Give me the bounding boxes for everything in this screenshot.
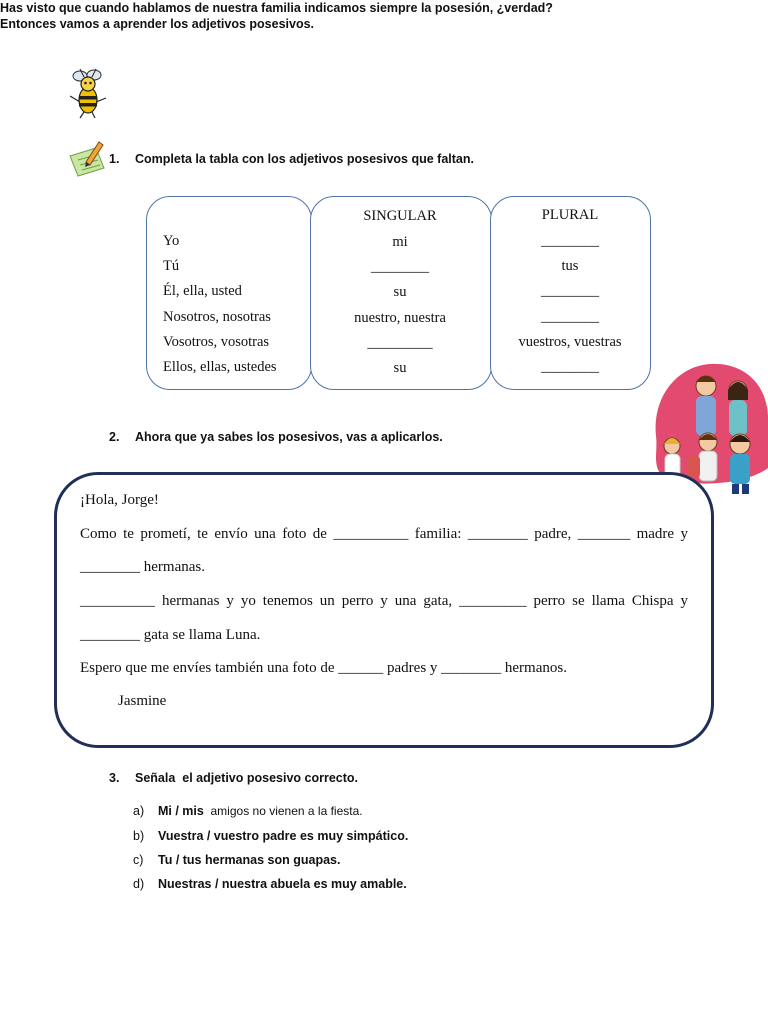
letter-line-5: Espero que me envíes también una foto de ______ padres y ________ hermanos. (80, 660, 567, 676)
plural-cell: ________ (541, 233, 599, 249)
singular-cell: mi (392, 234, 408, 250)
intro-text (0, 0, 600, 32)
letter-line-4: ________ gata se llama Luna. (80, 627, 261, 643)
plural-cell: vuestros, vuestras (518, 333, 622, 350)
letter-greeting: ¡Hola, Jorge! (80, 492, 159, 508)
exercise-3-number: 3. (109, 771, 120, 785)
intro-line-2: Entonces vamos a aprender los adjetivos posesivos. (0, 17, 315, 31)
singular-cell: su (393, 359, 407, 376)
option-a (133, 804, 363, 818)
bee-icon (64, 66, 110, 120)
option-choice[interactable]: Mi / mis (158, 804, 204, 818)
plural-cell: ________ (541, 283, 599, 300)
option-label: d) (133, 877, 145, 891)
plural-column (491, 229, 649, 380)
option-c (133, 853, 340, 867)
pronoun-cell: Él, ella, usted (163, 283, 242, 300)
exercise-2-number: 2. (109, 430, 120, 444)
exercise-1-instruction: Completa la tabla con los adjetivos posesivos que faltan. (135, 152, 474, 166)
exercise-1-number: 1. (109, 152, 120, 166)
option-choice[interactable]: Vuestra / vuestro (158, 829, 259, 843)
option-rest: amigos no vienen a la fiesta. (203, 804, 363, 818)
pronoun-cell: Ellos, ellas, ustedes (163, 358, 277, 375)
plural-cell: ________ (541, 358, 599, 375)
option-label: a) (133, 804, 145, 818)
letter-signature: Jasmine (118, 693, 167, 709)
option-b (133, 829, 408, 843)
plural-cell: ________ (541, 308, 599, 325)
pronoun-cell: Tú (163, 258, 180, 275)
plural-header: PLURAL (541, 207, 599, 223)
letter-line-2: ________ hermanas. (80, 559, 205, 575)
exercise-2-heading (109, 430, 443, 444)
pronoun-column (163, 229, 308, 380)
pencil-paper-icon (66, 138, 108, 180)
option-label: b) (133, 829, 145, 843)
option-rest: hermanas son guapas. (201, 853, 341, 867)
singular-cell: ________ (371, 259, 429, 276)
option-choice[interactable]: Tu / tus (158, 853, 202, 867)
letter-line-3: __________ hermanas y yo tenemos un perro y una gata, _________ perro se llama Chispa y (80, 593, 688, 609)
intro-line-1: Has visto que cuando hablamos de nuestra familia indicamos siempre la posesión, ¿verdad? (0, 1, 553, 15)
option-choice[interactable]: Nuestras / nuestra (158, 877, 268, 891)
option-rest: abuela es muy amable. (267, 877, 407, 891)
exercise-3-instruction: Señala el adjetivo posesivo correcto. (135, 771, 359, 785)
singular-column (310, 230, 490, 381)
pronoun-cell: Nosotros, nosotras (163, 308, 271, 325)
plural-cell: tus (561, 258, 579, 275)
letter-line-1: Como te prometí, te envío una foto de __________ familia: ________ padre, _______ madre y (80, 526, 688, 542)
exercise-1-heading (109, 152, 474, 166)
singular-header: SINGULAR (363, 208, 437, 224)
option-d (133, 877, 407, 891)
exercise-3-heading (109, 771, 358, 785)
singular-cell: nuestro, nuestra (354, 309, 446, 326)
pronoun-cell: Vosotros, vosotras (163, 333, 270, 350)
pronoun-cell: Yo (163, 233, 180, 249)
singular-cell: su (393, 284, 407, 301)
option-label: c) (133, 853, 144, 867)
exercise-2-instruction: Ahora que ya sabes los posesivos, vas a aplicarlos. (135, 430, 443, 444)
option-rest: padre es muy simpático. (258, 829, 409, 843)
singular-cell: _________ (367, 334, 433, 351)
